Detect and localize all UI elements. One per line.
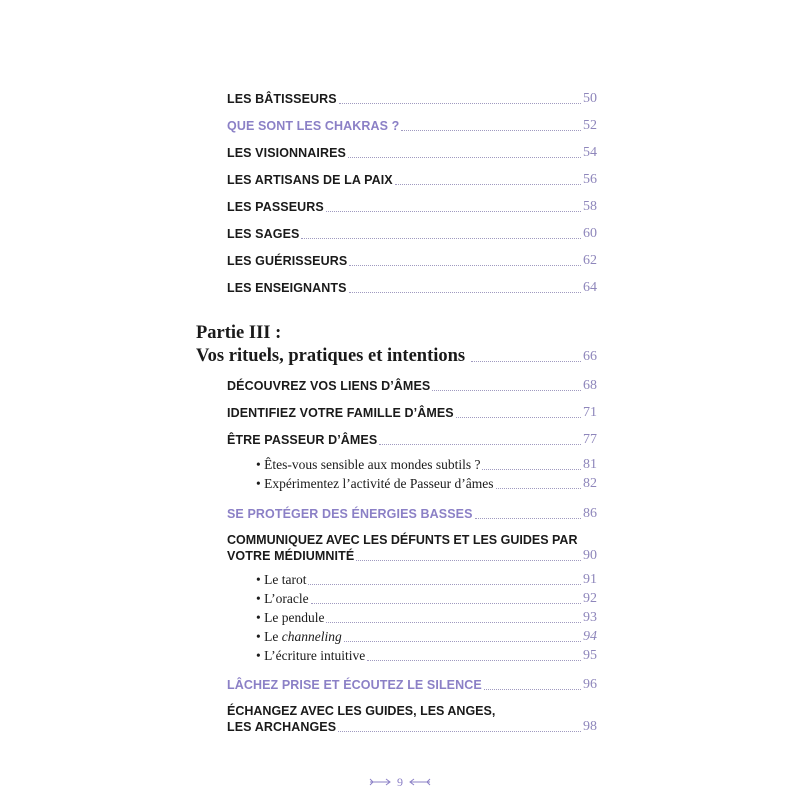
dot-leader	[367, 660, 581, 661]
dot-leader	[395, 184, 581, 185]
toc-entry-label: DÉCOUVREZ VOS LIENS D’ÂMES	[227, 379, 431, 393]
toc-entry[interactable]	[227, 719, 597, 735]
toc-entry[interactable]	[227, 432, 597, 448]
dot-leader	[379, 444, 581, 445]
dot-leader	[482, 469, 581, 470]
dot-leader	[475, 518, 581, 519]
toc-page-number: 92	[583, 591, 597, 606]
dot-leader	[349, 265, 581, 266]
toc-entry[interactable]	[227, 91, 597, 107]
toc-entry-label-line2: LES ARCHANGES	[227, 720, 337, 734]
toc-page-number: 64	[583, 280, 597, 295]
toc-subentry[interactable]	[256, 610, 597, 626]
toc-entry-label: IDENTIFIEZ VOTRE FAMILLE D’ÂMES	[227, 406, 454, 420]
toc-subentry[interactable]	[256, 648, 597, 664]
right-arrow-ornament-icon	[409, 775, 431, 790]
toc-entry-label-prefix: • Le	[256, 629, 282, 644]
toc-page-number: 96	[583, 677, 597, 692]
toc-subentry[interactable]	[256, 591, 597, 607]
toc-entry-label: • L’oracle	[256, 591, 309, 606]
page-number: 9	[397, 774, 403, 789]
toc-page-number: 98	[583, 719, 597, 734]
toc-entry[interactable]	[227, 253, 597, 269]
toc-subentry[interactable]	[256, 572, 597, 588]
toc-entry-label: QUE SONT LES CHAKRAS ?	[227, 119, 400, 133]
toc-entry-label: LÂCHEZ PRISE ET ÉCOUTEZ LE SILENCE	[227, 678, 482, 692]
toc-page-number: 54	[583, 145, 597, 160]
toc-entry[interactable]	[227, 280, 597, 296]
toc-entry-label-line2: VOTRE MÉDIUMNITÉ	[227, 549, 355, 563]
part-title-line2: Vos rituels, pratiques et intentions	[196, 346, 466, 366]
left-arrow-ornament-icon	[369, 775, 391, 790]
dot-leader	[301, 238, 581, 239]
toc-page-number: 58	[583, 199, 597, 214]
dot-leader	[456, 417, 581, 418]
toc-page-number: 95	[583, 648, 597, 663]
toc-page-number: 86	[583, 506, 597, 521]
toc-entry-label: • Expérimentez l’activité de Passeur d’âmes	[256, 476, 494, 491]
dot-leader	[326, 211, 581, 212]
dot-leader	[311, 603, 581, 604]
toc-entry[interactable]	[227, 548, 597, 564]
toc-subentry[interactable]	[256, 476, 597, 492]
dot-leader	[471, 361, 581, 362]
toc-page-number: 93	[583, 610, 597, 625]
toc-page-number: 56	[583, 172, 597, 187]
toc-entry-label: LES ARTISANS DE LA PAIX	[227, 173, 393, 187]
toc-entry-label: LES SAGES	[227, 227, 300, 241]
toc-subentry[interactable]	[256, 457, 597, 473]
toc-page-number: 66	[583, 349, 597, 364]
toc-page-number: 81	[583, 457, 597, 472]
toc-entry[interactable]	[227, 378, 597, 394]
dot-leader	[356, 560, 581, 561]
toc-entry-label: • Le tarot	[256, 572, 307, 587]
dot-leader	[344, 641, 581, 642]
toc-page-number: 94	[583, 629, 597, 644]
page-footer	[368, 773, 432, 791]
toc-entry-label-line1: ÉCHANGEZ AVEC LES GUIDES, LES ANGES,	[227, 704, 496, 718]
toc-page-number: 68	[583, 378, 597, 393]
dot-leader	[348, 157, 581, 158]
toc-entry-label: • L’écriture intuitive	[256, 648, 366, 663]
toc-page-number: 52	[583, 118, 597, 133]
dot-leader	[308, 584, 581, 585]
dot-leader	[326, 622, 581, 623]
toc-entry-label: LES VISIONNAIRES	[227, 146, 346, 160]
toc-entry[interactable]	[227, 199, 597, 215]
toc-entry[interactable]	[227, 118, 597, 134]
toc-entry-label: LES GUÉRISSEURS	[227, 254, 348, 268]
toc-entry-label	[256, 629, 342, 645]
toc-page-number: 91	[583, 572, 597, 587]
toc-entry-label-line1: COMMUNIQUEZ AVEC LES DÉFUNTS ET LES GUIDES PAR	[227, 533, 578, 547]
toc-entry-label: LES PASSEURS	[227, 200, 324, 214]
toc-entry-label: • Le pendule	[256, 610, 325, 625]
toc-entry[interactable]	[227, 172, 597, 188]
toc-entry-label-italic: channeling	[281, 629, 342, 644]
toc-page-number: 50	[583, 91, 597, 106]
dot-leader	[339, 103, 581, 104]
toc-entry[interactable]	[227, 145, 597, 161]
toc-entry-label: SE PROTÉGER DES ÉNERGIES BASSES	[227, 507, 473, 521]
toc-entry-label: • Êtes-vous sensible aux mondes subtils ?	[256, 457, 481, 472]
toc-page-number: 62	[583, 253, 597, 268]
dot-leader	[432, 390, 581, 391]
toc-page-number: 77	[583, 432, 597, 447]
toc-entry-label: ÊTRE PASSEUR D’ÂMES	[227, 433, 378, 447]
toc-entry[interactable]	[227, 506, 597, 522]
part-title-entry[interactable]	[196, 345, 597, 367]
dot-leader	[496, 488, 581, 489]
dot-leader	[484, 689, 581, 690]
dot-leader	[401, 130, 581, 131]
part-title-line1: Partie III :	[196, 323, 282, 343]
toc-page-number: 90	[583, 548, 597, 563]
dot-leader	[338, 731, 581, 732]
toc-page-number: 71	[583, 405, 597, 420]
toc-page-number: 60	[583, 226, 597, 241]
toc-page-number: 82	[583, 476, 597, 491]
toc-entry-label: LES BÂTISSEURS	[227, 92, 337, 106]
toc-entry-label: LES ENSEIGNANTS	[227, 281, 347, 295]
toc-subentry[interactable]	[256, 629, 597, 645]
dot-leader	[349, 292, 581, 293]
toc-entry[interactable]	[227, 677, 597, 693]
toc-entry[interactable]	[227, 405, 597, 421]
toc-entry[interactable]	[227, 226, 597, 242]
